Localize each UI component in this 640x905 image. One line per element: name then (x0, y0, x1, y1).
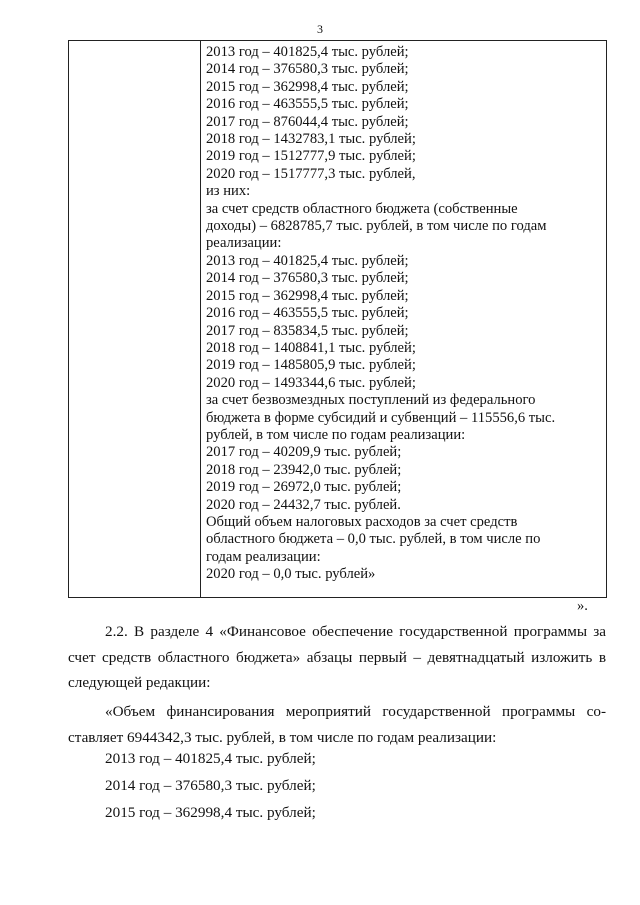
table-line: бюджета в форме субсидий и субвенций – 115556,6 тыс. (206, 409, 556, 426)
table-line: 2016 год – 463555,5 тыс. рублей; (206, 96, 409, 113)
table-line: рублей, в том числе по годам реализации: (206, 426, 466, 443)
table-line: 2016 год – 463555,5 тыс. рублей; (206, 305, 409, 322)
table-line: 2020 год – 1517777,3 тыс. рублей, (206, 165, 416, 182)
table-line: 2020 год – 0,0 тыс. рублей» (206, 566, 376, 583)
table-close-quote: ». (577, 598, 588, 614)
table-line: за счет безвозмездных поступлений из федерального (206, 392, 536, 409)
paragraph-line: счет средств областного бюджета» абзацы первый – девятнадцатый изложить в (68, 648, 606, 666)
year-line: 2014 год – 376580,3 тыс. рублей; (105, 777, 316, 794)
table-line: 2019 год – 1485805,9 тыс. рублей; (206, 357, 416, 374)
paragraph-line: ставляет 6944342,3 тыс. рублей, в том числе по годам реализации: (68, 728, 497, 746)
table-line: за счет средств областного бюджета (собственные (206, 200, 518, 217)
table-line: годам реализации: (206, 548, 321, 565)
table-line: 2018 год – 1432783,1 тыс. рублей; (206, 131, 416, 148)
table-line: Общий объем налоговых расходов за счет средств (206, 513, 518, 530)
table-line: реализации: (206, 235, 282, 252)
table-line: 2015 год – 362998,4 тыс. рублей; (206, 287, 409, 304)
funding-table-cell (206, 44, 598, 584)
year-line: 2015 год – 362998,4 тыс. рублей; (105, 804, 316, 821)
table-line: 2019 год – 26972,0 тыс. рублей; (206, 479, 402, 496)
table-line: 2018 год – 23942,0 тыс. рублей; (206, 461, 402, 478)
table-line: 2017 год – 835834,5 тыс. рублей; (206, 322, 409, 339)
paragraph-volume (68, 699, 606, 750)
table-line: 2015 год – 362998,4 тыс. рублей; (206, 78, 409, 95)
table-column-divider (200, 41, 201, 597)
table-line: 2017 год – 40209,9 тыс. рублей; (206, 444, 402, 461)
paragraph-line: следующей редакции: (68, 674, 211, 691)
table-line: 2020 год – 1493344,6 тыс. рублей; (206, 374, 416, 391)
page-number: 3 (317, 22, 323, 36)
paragraph-line: 2.2. В разделе 4 «Финансовое обеспечение государственной программы за (105, 623, 606, 640)
table-line: 2018 год – 1408841,1 тыс. рублей; (206, 339, 416, 356)
year-line: 2013 год – 401825,4 тыс. рублей; (105, 750, 316, 767)
table-line: 2013 год – 401825,4 тыс. рублей; (206, 252, 409, 269)
funding-table (68, 40, 607, 598)
table-line: из них: (206, 183, 251, 200)
table-line: 2014 год – 376580,3 тыс. рублей; (206, 61, 409, 78)
table-line: доходы) – 6828785,7 тыс. рублей, в том числе по годам (206, 218, 547, 235)
table-line: 2013 год – 401825,4 тыс. рублей; (206, 44, 409, 60)
table-line: 2014 год – 376580,3 тыс. рублей; (206, 270, 409, 287)
table-line: 2019 год – 1512777,9 тыс. рублей; (206, 148, 416, 165)
table-line: 2017 год – 876044,4 тыс. рублей; (206, 113, 409, 130)
table-line: областного бюджета – 0,0 тыс. рублей, в том числе по (206, 531, 541, 548)
paragraph-2-2 (68, 619, 606, 696)
paragraph-line: «Объем финансирования мероприятий государственной программы со- (105, 703, 606, 720)
table-line: 2020 год – 24432,7 тыс. рублей. (206, 496, 401, 513)
